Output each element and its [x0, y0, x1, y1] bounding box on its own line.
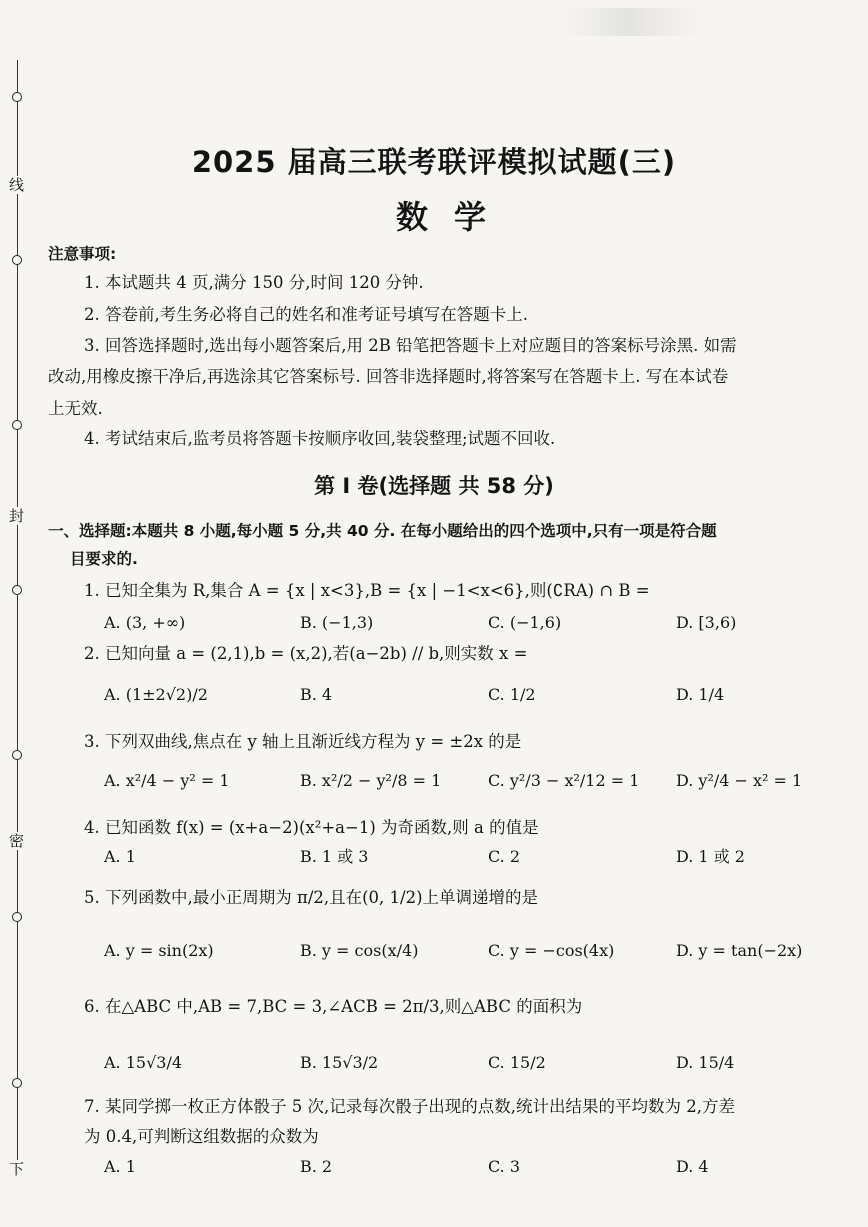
q1-option-a: A. (3, +∞) [104, 613, 186, 632]
question-7-stem-cont: 为 0.4,可判断这组数据的众数为 [84, 1127, 319, 1146]
q7-option-c: C. 3 [488, 1157, 521, 1176]
q6-option-c: C. 15/2 [488, 1053, 546, 1072]
q4-option-b: B. 1 或 3 [300, 847, 369, 866]
q2-option-d: D. 1/4 [676, 685, 725, 704]
q2-option-b: B. 4 [300, 685, 333, 704]
section-title: 第 I 卷(选择题 共 58 分) [314, 474, 554, 498]
q4-option-c: C. 2 [488, 847, 521, 866]
binding-hole [12, 92, 22, 102]
binding-hole [12, 420, 22, 430]
notice-item: 4. 考试结束后,监考员将答题卡按顺序收回,装袋整理;试题不回收. [84, 429, 556, 448]
question-2-stem: 2. 已知向量 a = (2,1),b = (x,2),若(a−2b) // b,则实数 x = [84, 644, 528, 663]
binding-hole [12, 750, 22, 760]
q6-option-a: A. 15√3/4 [104, 1053, 183, 1072]
scan-smudge [560, 8, 700, 36]
part-heading: 一、选择题:本题共 8 小题,每小题 5 分,共 40 分. 在每小题给出的四个选项中,只有一项是符合题 [48, 522, 717, 540]
notice-item: 2. 答卷前,考生务必将自己的姓名和准考证号填写在答题卡上. [84, 305, 528, 324]
notice-heading: 注意事项: [48, 245, 117, 263]
q5-option-b: B. y = cos(x/4) [300, 941, 419, 960]
question-3-stem: 3. 下列双曲线,焦点在 y 轴上且渐近线方程为 y = ±2x 的是 [84, 732, 522, 751]
q7-option-d: D. 4 [676, 1157, 709, 1176]
q1-option-c: C. (−1,6) [488, 613, 562, 632]
q6-option-b: B. 15√3/2 [300, 1053, 379, 1072]
subject-title: 数学 [395, 198, 512, 236]
q4-option-a: A. 1 [104, 847, 136, 866]
question-6-stem: 6. 在△ABC 中,AB = 7,BC = 3,∠ACB = 2π/3,则△ABC 的面积为 [84, 997, 583, 1016]
binding-hole [12, 255, 22, 265]
q1-option-d: D. [3,6) [676, 613, 737, 632]
q7-option-a: A. 1 [104, 1157, 136, 1176]
q5-option-c: C. y = −cos(4x) [488, 941, 615, 960]
q7-option-b: B. 2 [300, 1157, 333, 1176]
q3-option-a: A. x²/4 − y² = 1 [104, 771, 230, 790]
question-7-stem: 7. 某同学掷一枚正方体骰子 5 次,记录每次骰子出现的点数,统计出结果的平均数为 2,方差 [84, 1097, 735, 1116]
binding-char-feng: 封 [9, 507, 25, 525]
notice-item-cont: 上无效. [48, 399, 103, 418]
q3-option-b: B. x²/2 − y²/8 = 1 [300, 771, 442, 790]
q5-option-d: D. y = tan(−2x) [676, 941, 803, 960]
q3-option-c: C. y²/3 − x²/12 = 1 [488, 771, 640, 790]
notice-item: 1. 本试题共 4 页,满分 150 分,时间 120 分钟. [84, 273, 424, 292]
question-4-stem: 4. 已知函数 f(x) = (x+a−2)(x²+a−1) 为奇函数,则 a 的值是 [84, 818, 539, 837]
notice-item: 3. 回答选择题时,选出每小题答案后,用 2B 铅笔把答题卡上对应题目的答案标号涂黑. 如需 [84, 336, 737, 355]
exam-title: 2025 届高三联考联评模拟试题(三) [191, 145, 677, 179]
binding-hole [12, 585, 22, 595]
q5-option-a: A. y = sin(2x) [104, 941, 214, 960]
binding-char-xian: 线 [9, 176, 25, 194]
part-heading-cont: 目要求的. [70, 550, 138, 568]
q6-option-d: D. 15/4 [676, 1053, 735, 1072]
notice-item-cont: 改动,用橡皮擦干净后,再选涂其它答案标号. 回答非选择题时,将答案写在答题卡上. 写在本试卷 [48, 367, 729, 386]
binding-hole [12, 912, 22, 922]
q3-option-d: D. y²/4 − x² = 1 [676, 771, 803, 790]
binding-char-xia: 下 [9, 1160, 25, 1178]
binding-margin [0, 0, 40, 1227]
binding-char-mi: 密 [9, 832, 25, 850]
q1-option-b: B. (−1,3) [300, 613, 374, 632]
binding-hole [12, 1078, 22, 1088]
q4-option-d: D. 1 或 2 [676, 847, 745, 866]
question-5-stem: 5. 下列函数中,最小正周期为 π/2,且在(0, 1/2)上单调递增的是 [84, 888, 539, 907]
question-1-stem: 1. 已知全集为 R,集合 A = {x | x<3},B = {x | −1<x<6},则(∁RA) ∩ B = [84, 581, 650, 600]
q2-option-a: A. (1±2√2)/2 [104, 685, 208, 704]
q2-option-c: C. 1/2 [488, 685, 536, 704]
